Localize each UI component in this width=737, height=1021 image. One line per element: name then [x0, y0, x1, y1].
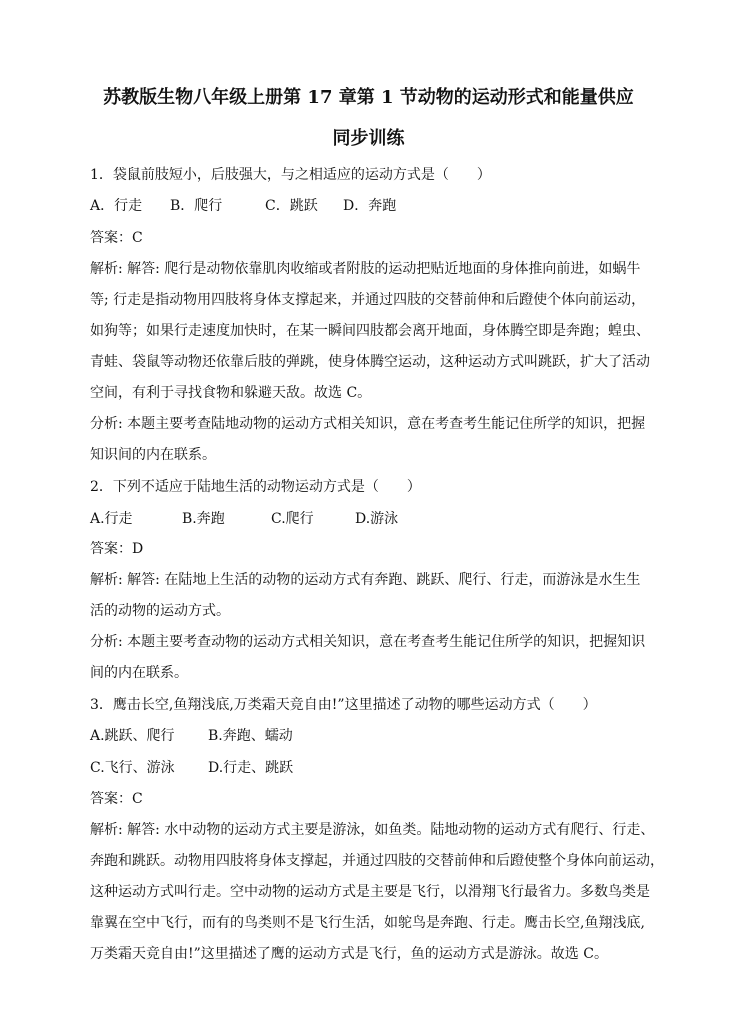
q1-option-a: A．行走 — [90, 198, 143, 214]
q1-explanation-line: 空间，有利于寻找食物和躲避天敌。故选 C。 — [90, 385, 372, 401]
q1-explanation-line: 解析: 解答: 爬行是动物依靠肌肉收缩或者附肢的运动把贴近地面的身体推向前进，如蜗牛 — [90, 261, 641, 277]
q3-explanation-line: 靠翼在空中飞行，而有的鸟类则不是飞行生活，如鸵鸟是奔跑、行走。鹰击长空,鱼翔浅底, — [90, 915, 645, 931]
q1-explanation-line: 等; 行走是指动物用四肢将身体支撑起来，并通过四肢的交替前伸和后蹬使个体向前运动， — [90, 292, 646, 308]
q1-option-c: C．跳跃 — [265, 198, 318, 214]
q2-option-d: D.游泳 — [355, 511, 399, 527]
q3-options-row1 — [90, 727, 650, 745]
q2-explanation-line: 活的动物的运动方式。 — [90, 603, 230, 619]
q1-analysis-line: 分析: 本题主要考查陆地动物的运动方式相关知识，意在考查考生能记住所学的知识，把握 — [90, 416, 646, 432]
q1-options — [90, 197, 650, 215]
q3-explanation-line: 奔跑和跳跃。动物用四肢将身体支撑起，并通过四肢的交替前伸和后蹬使整个身体向前运动， — [90, 853, 664, 869]
document-subtitle: 同步训练 — [332, 128, 405, 149]
q3-question: 3．鹰击长空,鱼翔浅底,万类霜天竞自由!”这里描述了动物的哪些运动方式（ ） — [90, 697, 597, 713]
q1-explanation-line: 如狗等；如果行走速度加快时，在某一瞬间四肢都会离开地面，身体腾空即是奔跑；蝗虫、 — [90, 323, 650, 339]
q2-option-b: B.奔跑 — [182, 511, 225, 527]
q2-explanation-line: 解析: 解答: 在陆地上生活的动物的运动方式有奔跑、跳跃、爬行、行走，而游泳是水生生 — [90, 572, 641, 588]
q1-explanation-line: 青蛙、袋鼠等动物还依靠后肢的弹跳，使身体腾空运动，这种运动方式叫跳跃，扩大了活动 — [90, 354, 650, 370]
q3-explanation-line: 解析: 解答: 水中动物的运动方式主要是游泳，如鱼类。陆地动物的运动方式有爬行、行走、 — [90, 822, 655, 838]
q2-question: 2．下列不适应于陆地生活的动物运动方式是（ ） — [90, 479, 421, 495]
q1-question: 1．袋鼠前肢短小，后肢强大，与之相适应的运动方式是（ ） — [90, 167, 491, 183]
q2-options — [90, 510, 650, 528]
q1-answer: 答案：C — [90, 230, 143, 246]
q3-option-c: C.飞行、游泳 — [90, 760, 175, 776]
q2-option-c: C.爬行 — [271, 511, 314, 527]
q3-answer: 答案：C — [90, 791, 143, 807]
q2-analysis-line: 分析: 本题主要考查动物的运动方式相关知识，意在考查考生能记住所学的知识，把握知识 — [90, 634, 646, 650]
q3-explanation-line: 这种运动方式叫行走。空中动物的运动方式是主要是飞行，以滑翔飞行最省力。多数鸟类是 — [90, 884, 650, 900]
q2-option-a: A.行走 — [90, 511, 133, 527]
q1-option-b: B．爬行 — [170, 198, 223, 214]
q1-option-d: D．奔跑 — [343, 198, 397, 214]
document-title: 苏教版生物八年级上册第 17 章第 1 节动物的运动形式和能量供应 — [103, 87, 634, 108]
q3-options-row2 — [90, 759, 650, 777]
q2-answer: 答案：D — [90, 541, 144, 557]
q3-option-b: B.奔跑、蠕动 — [208, 728, 293, 744]
q1-analysis-line: 知识间的内在联系。 — [90, 447, 216, 463]
q2-analysis-line: 间的内在联系。 — [90, 665, 188, 681]
q3-explanation-line: 万类霜天竞自由!”这里描述了鹰的运动方式是飞行，鱼的运动方式是游泳。故选 C。 — [90, 946, 608, 962]
q3-option-a: A.跳跃、爬行 — [90, 728, 175, 744]
q3-option-d: D.行走、跳跃 — [208, 760, 294, 776]
